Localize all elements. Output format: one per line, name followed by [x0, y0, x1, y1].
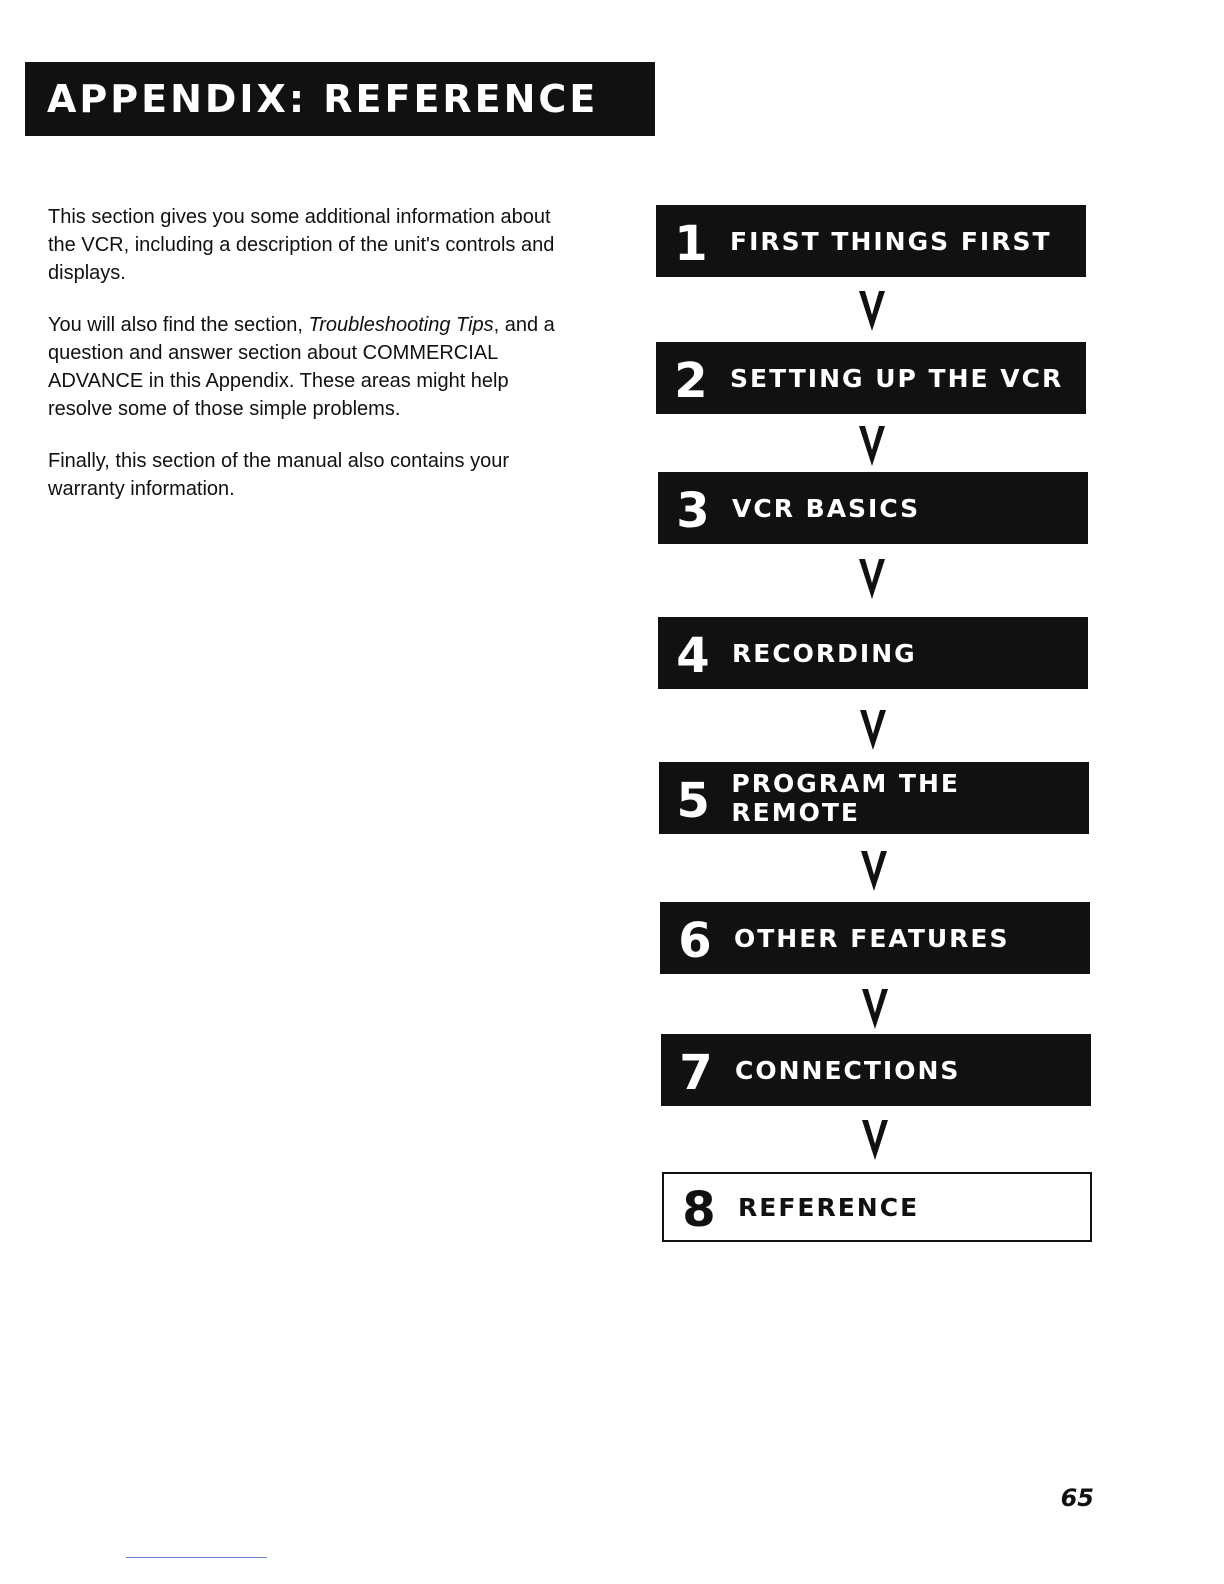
chapter-step-8-current — [662, 1172, 1092, 1242]
chapter-label: FIRST THINGS FIRST — [730, 226, 1052, 256]
down-arrow-icon — [857, 424, 887, 468]
section-title: APPENDIX: REFERENCE — [47, 77, 599, 121]
intro-text — [48, 203, 568, 527]
chapter-step-3 — [658, 472, 1088, 544]
chapter-label: REFERENCE — [738, 1192, 920, 1222]
chapter-step-2 — [656, 342, 1086, 414]
chapter-number: 2 — [674, 353, 708, 409]
chapter-number: 3 — [676, 483, 710, 539]
chapter-step-4 — [658, 617, 1088, 689]
chapter-step-6 — [660, 902, 1090, 974]
chapter-label: OTHER FEATURES — [734, 923, 1010, 953]
footer-rule — [126, 1557, 267, 1558]
chapter-step-1 — [656, 205, 1086, 277]
chapter-step-5 — [659, 762, 1089, 834]
chapter-label: RECORDING — [732, 638, 917, 668]
troubleshooting-tips-reference: Troubleshooting Tips — [308, 314, 494, 336]
chapter-number: 6 — [678, 913, 712, 969]
chapter-number: 8 — [682, 1182, 716, 1238]
down-arrow-icon — [857, 557, 887, 601]
down-arrow-icon — [859, 849, 889, 893]
chapter-label: PROGRAM THE REMOTE — [731, 769, 960, 827]
down-arrow-icon — [858, 708, 888, 752]
intro-paragraph-2-start: You will also find the section, — [48, 314, 309, 336]
page-number: 65 — [1060, 1484, 1094, 1512]
down-arrow-icon — [857, 289, 887, 333]
chapter-label: CONNECTIONS — [735, 1055, 961, 1085]
chapter-label: SETTING UP THE VCR — [730, 363, 1064, 393]
chapter-number: 7 — [679, 1045, 713, 1101]
section-header-bar — [25, 62, 655, 136]
chapter-number: 4 — [676, 628, 710, 684]
intro-paragraph-3: Finally, this section of the manual also contains your warranty information. — [48, 450, 509, 500]
down-arrow-icon — [860, 1118, 890, 1162]
chapter-step-7 — [661, 1034, 1091, 1106]
chapter-number: 1 — [674, 216, 708, 272]
chapter-label: VCR BASICS — [732, 493, 921, 523]
intro-paragraph-2 — [48, 311, 568, 423]
intro-paragraph-1: This section gives you some additional information about the VCR, including a description of the unit's controls and displays. — [48, 206, 555, 284]
chapter-number: 5 — [676, 773, 710, 829]
intro-paragraph-2-end: , and a question and answer section about COMMERCIAL ADVANCE in this Appendix. These areas might help resolve some of those simple problems. — [48, 314, 555, 420]
down-arrow-icon — [860, 987, 890, 1031]
